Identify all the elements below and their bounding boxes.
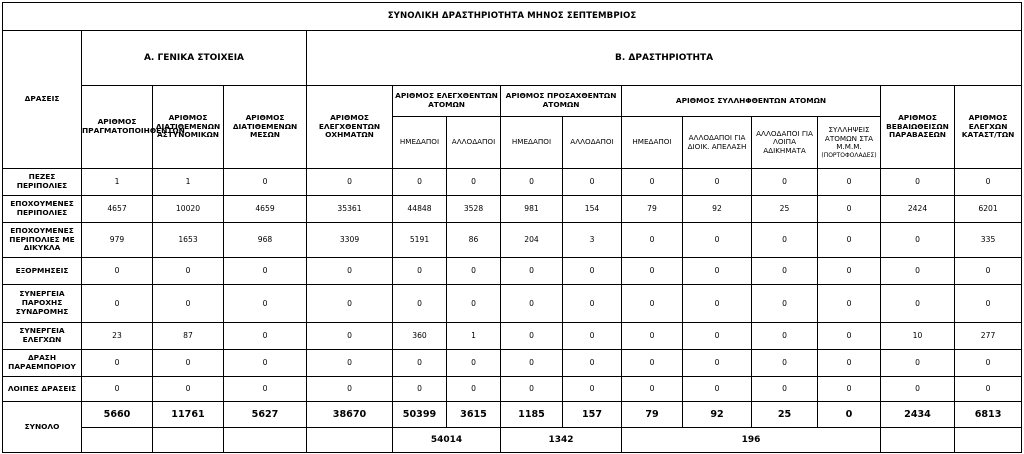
data-cell: 25 <box>752 196 818 223</box>
data-cell: 0 <box>752 377 818 402</box>
data-cell: 0 <box>224 285 307 323</box>
row-label: ΕΞΟΡΜΗΣΕΙΣ <box>3 258 82 285</box>
data-cell: 86 <box>447 223 501 258</box>
total-label: ΣΥΝΟΛΟ <box>3 402 82 453</box>
total-cell: 25 <box>752 402 818 428</box>
data-cell: 0 <box>563 323 622 350</box>
data-cell: 204 <box>501 223 563 258</box>
total-cell: 2434 <box>881 402 955 428</box>
total-cell: 157 <box>563 402 622 428</box>
data-cell: 1 <box>153 169 224 196</box>
data-cell: 3 <box>563 223 622 258</box>
data-cell: 0 <box>818 258 881 285</box>
group-total-brought: 1342 <box>501 428 622 453</box>
data-cell: 0 <box>307 285 393 323</box>
row-label: ΛΟΙΠΕΣ ΔΡΑΣΕΙΣ <box>3 377 82 402</box>
empty-cell <box>153 428 224 453</box>
data-cell: 0 <box>818 323 881 350</box>
row-label: ΣΥΝΕΡΓΕΙΑ ΕΛΕΓΧΩΝ <box>3 323 82 350</box>
data-cell: 0 <box>224 258 307 285</box>
data-cell: 0 <box>818 377 881 402</box>
data-cell: 0 <box>818 350 881 377</box>
data-cell: 2424 <box>881 196 955 223</box>
section-activity: Β. ΔΡΑΣΤΗΡΙΟΤΗΤΑ <box>307 31 1022 86</box>
data-cell: 87 <box>153 323 224 350</box>
data-cell: 0 <box>447 350 501 377</box>
data-cell: 154 <box>563 196 622 223</box>
sub-arrested-domestic: ΗΜΕΔΑΠΟΙ <box>622 117 683 169</box>
empty-cell <box>224 428 307 453</box>
data-cell: 0 <box>683 285 752 323</box>
data-cell: 10 <box>881 323 955 350</box>
row-header-actions: ΔΡΑΣΕΙΣ <box>3 31 82 169</box>
header-vehicles: ΑΡΙΘΜΟΣ ΕΛΕΓΧΘΕΝΤΩΝ ΟΧΗΜΑΤΩΝ <box>307 86 393 169</box>
row-label: ΔΡΑΣΗ ΠΑΡΑΕΜΠΟΡΙΟΥ <box>3 350 82 377</box>
total-cell: 1185 <box>501 402 563 428</box>
data-cell: 44848 <box>393 196 447 223</box>
table-row <box>3 323 1022 350</box>
data-cell: 0 <box>752 169 818 196</box>
data-cell: 0 <box>881 350 955 377</box>
data-cell: 0 <box>752 285 818 323</box>
table-row <box>3 169 1022 196</box>
empty-cell <box>881 428 955 453</box>
total-cell: 79 <box>622 402 683 428</box>
total-cell: 0 <box>818 402 881 428</box>
data-cell: 0 <box>622 169 683 196</box>
data-cell: 4657 <box>82 196 153 223</box>
data-cell: 0 <box>622 258 683 285</box>
data-cell: 23 <box>82 323 153 350</box>
data-cell: 0 <box>752 350 818 377</box>
sub-checked-domestic: ΗΜΕΔΑΠΟΙ <box>393 117 447 169</box>
sub-brought-domestic: ΗΜΕΔΑΠΟΙ <box>501 117 563 169</box>
empty-cell <box>955 428 1022 453</box>
data-cell: 0 <box>447 169 501 196</box>
data-cell: 981 <box>501 196 563 223</box>
data-cell: 0 <box>752 223 818 258</box>
data-cell: 0 <box>501 323 563 350</box>
data-cell: 360 <box>393 323 447 350</box>
section-general: Α. ΓΕΝΙΚΑ ΣΤΟΙΧΕΙΑ <box>82 31 307 86</box>
table-row <box>3 196 1022 223</box>
sub-arrested-foreign-admin: ΑΛΛΟΔΑΠΟΙ ΓΙΑ ΔΙΟΙΚ. ΑΠΕΛΑΣΗ <box>683 117 752 169</box>
data-cell: 0 <box>563 169 622 196</box>
sub-arrested-transport <box>818 117 881 169</box>
data-cell: 0 <box>955 350 1022 377</box>
data-cell: 0 <box>563 350 622 377</box>
data-cell: 10020 <box>153 196 224 223</box>
data-cell: 0 <box>393 285 447 323</box>
data-cell: 1 <box>447 323 501 350</box>
data-cell: 0 <box>955 258 1022 285</box>
header-violations: ΑΡΙΘΜΟΣ ΒΕΒΑΙΩΘΕΙΣΩΝ ΠΑΡΑΒΑΣΕΩΝ <box>881 86 955 169</box>
data-cell: 0 <box>622 323 683 350</box>
table-row <box>3 377 1022 402</box>
data-cell: 0 <box>501 285 563 323</box>
data-cell: 0 <box>622 350 683 377</box>
data-cell: 0 <box>881 258 955 285</box>
data-cell: 0 <box>955 285 1022 323</box>
total-cell: 38670 <box>307 402 393 428</box>
data-cell: 3309 <box>307 223 393 258</box>
data-cell: 0 <box>752 258 818 285</box>
data-cell: 0 <box>224 350 307 377</box>
data-cell: 0 <box>393 258 447 285</box>
header-checked-persons: ΑΡΙΘΜΟΣ ΕΛΕΓΧΘΕΝΤΩΝ ΑΤΟΜΩΝ <box>393 86 501 117</box>
group-total-arrested: 196 <box>622 428 881 453</box>
data-cell: 0 <box>307 377 393 402</box>
total-cell: 92 <box>683 402 752 428</box>
data-cell: 0 <box>683 223 752 258</box>
data-cell: 3528 <box>447 196 501 223</box>
data-cell: 0 <box>447 258 501 285</box>
total-row <box>3 402 1022 428</box>
row-label: ΕΠΟΧΟΥΜΕΝΕΣ ΠΕΡΙΠΟΛΙΕΣ ΜΕ ΔΙΚΥΚΛΑ <box>3 223 82 258</box>
data-cell: 0 <box>153 377 224 402</box>
data-cell: 0 <box>447 285 501 323</box>
activity-table <box>2 2 1022 453</box>
data-cell: 0 <box>393 350 447 377</box>
data-cell: 0 <box>501 350 563 377</box>
data-cell: 79 <box>622 196 683 223</box>
data-cell: 0 <box>563 377 622 402</box>
data-cell: 0 <box>82 285 153 323</box>
data-cell: 0 <box>683 258 752 285</box>
data-cell: 0 <box>224 169 307 196</box>
total-cell: 6813 <box>955 402 1022 428</box>
data-cell: 1653 <box>153 223 224 258</box>
sub-brought-foreign: ΑΛΛΟΔΑΠΟΙ <box>563 117 622 169</box>
data-cell: 0 <box>622 377 683 402</box>
data-cell: 0 <box>683 350 752 377</box>
data-cell: 0 <box>818 285 881 323</box>
header-patrols: ΑΡΙΘΜΟΣ ΠΡΑΓΜΑΤΟΠΟΙΗΘΕΝΤΩΝ <box>82 86 153 169</box>
data-cell: 0 <box>818 169 881 196</box>
empty-cell <box>82 428 153 453</box>
data-cell: 0 <box>393 169 447 196</box>
table-row <box>3 350 1022 377</box>
data-cell: 92 <box>683 196 752 223</box>
data-cell: 0 <box>153 285 224 323</box>
data-cell: 35361 <box>307 196 393 223</box>
header-means: ΑΡΙΘΜΟΣ ΔΙΑΤΙΘΕΜΕΝΩΝ ΜΕΣΩΝ <box>224 86 307 169</box>
table-row <box>3 258 1022 285</box>
data-cell: 0 <box>563 285 622 323</box>
data-cell: 4659 <box>224 196 307 223</box>
total-cell: 11761 <box>153 402 224 428</box>
data-cell: 5191 <box>393 223 447 258</box>
data-cell: 0 <box>501 169 563 196</box>
header-officers: ΑΡΙΘΜΟΣ ΔΙΑΤΙΘΕΜΕΝΩΝ ΑΣΤΥΝΟΜΙΚΩΝ <box>153 86 224 169</box>
data-cell: 0 <box>82 377 153 402</box>
sub-arrested-foreign-other: ΑΛΛΟΔΑΠΟΙ ΓΙΑ ΛΟΙΠΑ ΑΔΙΚΗΜΑΤΑ <box>752 117 818 169</box>
data-cell: 0 <box>82 258 153 285</box>
data-cell: 0 <box>683 323 752 350</box>
data-cell: 0 <box>683 169 752 196</box>
data-cell: 0 <box>307 350 393 377</box>
sub-checked-foreign: ΑΛΛΟΔΑΠΟΙ <box>447 117 501 169</box>
data-cell: 0 <box>224 377 307 402</box>
data-cell: 0 <box>447 377 501 402</box>
group-total-row <box>3 428 1022 453</box>
data-cell: 968 <box>224 223 307 258</box>
data-cell: 0 <box>955 169 1022 196</box>
sub-arrested-transport-note: (ΠΟΡΤΟΦΟΛΑΔΕΣ) <box>821 151 877 159</box>
group-total-checked: 54014 <box>393 428 501 453</box>
row-label: ΕΠΟΧΟΥΜΕΝΕΣ ΠΕΡΙΠΟΛΙΕΣ <box>3 196 82 223</box>
total-cell: 5660 <box>82 402 153 428</box>
data-cell: 0 <box>622 223 683 258</box>
data-cell: 0 <box>153 350 224 377</box>
data-cell: 0 <box>881 169 955 196</box>
header-brought-persons: ΑΡΙΘΜΟΣ ΠΡΟΣΑΧΘΕΝΤΩΝ ΑΤΟΜΩΝ <box>501 86 622 117</box>
row-label: ΣΥΝΕΡΓΕΙΑ ΠΑΡΟΧΗΣ ΣΥΝΔΡΟΜΗΣ <box>3 285 82 323</box>
data-cell: 0 <box>752 323 818 350</box>
data-cell: 0 <box>683 377 752 402</box>
total-cell: 50399 <box>393 402 447 428</box>
data-cell: 979 <box>82 223 153 258</box>
total-cell: 5627 <box>224 402 307 428</box>
empty-cell <box>307 428 393 453</box>
data-cell: 0 <box>622 285 683 323</box>
data-cell: 0 <box>501 377 563 402</box>
data-cell: 0 <box>307 323 393 350</box>
header-arrested-persons: ΑΡΙΘΜΟΣ ΣΥΛΛΗΦΘΕΝΤΩΝ ΑΤΟΜΩΝ <box>622 86 881 117</box>
data-cell: 0 <box>82 350 153 377</box>
data-cell: 0 <box>393 377 447 402</box>
data-cell: 0 <box>881 377 955 402</box>
total-cell: 3615 <box>447 402 501 428</box>
row-label: ΠΕΖΕΣ ΠΕΡΙΠΟΛΙΕΣ <box>3 169 82 196</box>
data-cell: 6201 <box>955 196 1022 223</box>
report-title: ΣΥΝΟΛΙΚΗ ΔΡΑΣΤΗΡΙΟΤΗΤΑ ΜΗΝΟΣ ΣΕΠΤΕΜΒΡΙΟΣ <box>3 3 1022 31</box>
data-cell: 335 <box>955 223 1022 258</box>
data-cell: 277 <box>955 323 1022 350</box>
data-cell: 0 <box>955 377 1022 402</box>
data-cell: 0 <box>563 258 622 285</box>
table-row <box>3 285 1022 323</box>
data-cell: 0 <box>818 196 881 223</box>
data-cell: 0 <box>307 258 393 285</box>
data-cell: 0 <box>881 223 955 258</box>
data-cell: 0 <box>818 223 881 258</box>
data-cell: 0 <box>501 258 563 285</box>
data-cell: 0 <box>153 258 224 285</box>
data-cell: 0 <box>881 285 955 323</box>
data-cell: 0 <box>307 169 393 196</box>
data-cell: 0 <box>224 323 307 350</box>
table-row <box>3 223 1022 258</box>
header-store-checks: ΑΡΙΘΜΟΣ ΕΛΕΓΧΩΝ ΚΑΤΑΣΤ/ΤΩΝ <box>955 86 1022 169</box>
sub-arrested-transport-label: ΣΥΛΛΗΨΕΙΣ ΑΤΟΜΩΝ ΣΤΑ Μ.Μ.Μ. <box>824 124 874 152</box>
data-cell: 1 <box>82 169 153 196</box>
